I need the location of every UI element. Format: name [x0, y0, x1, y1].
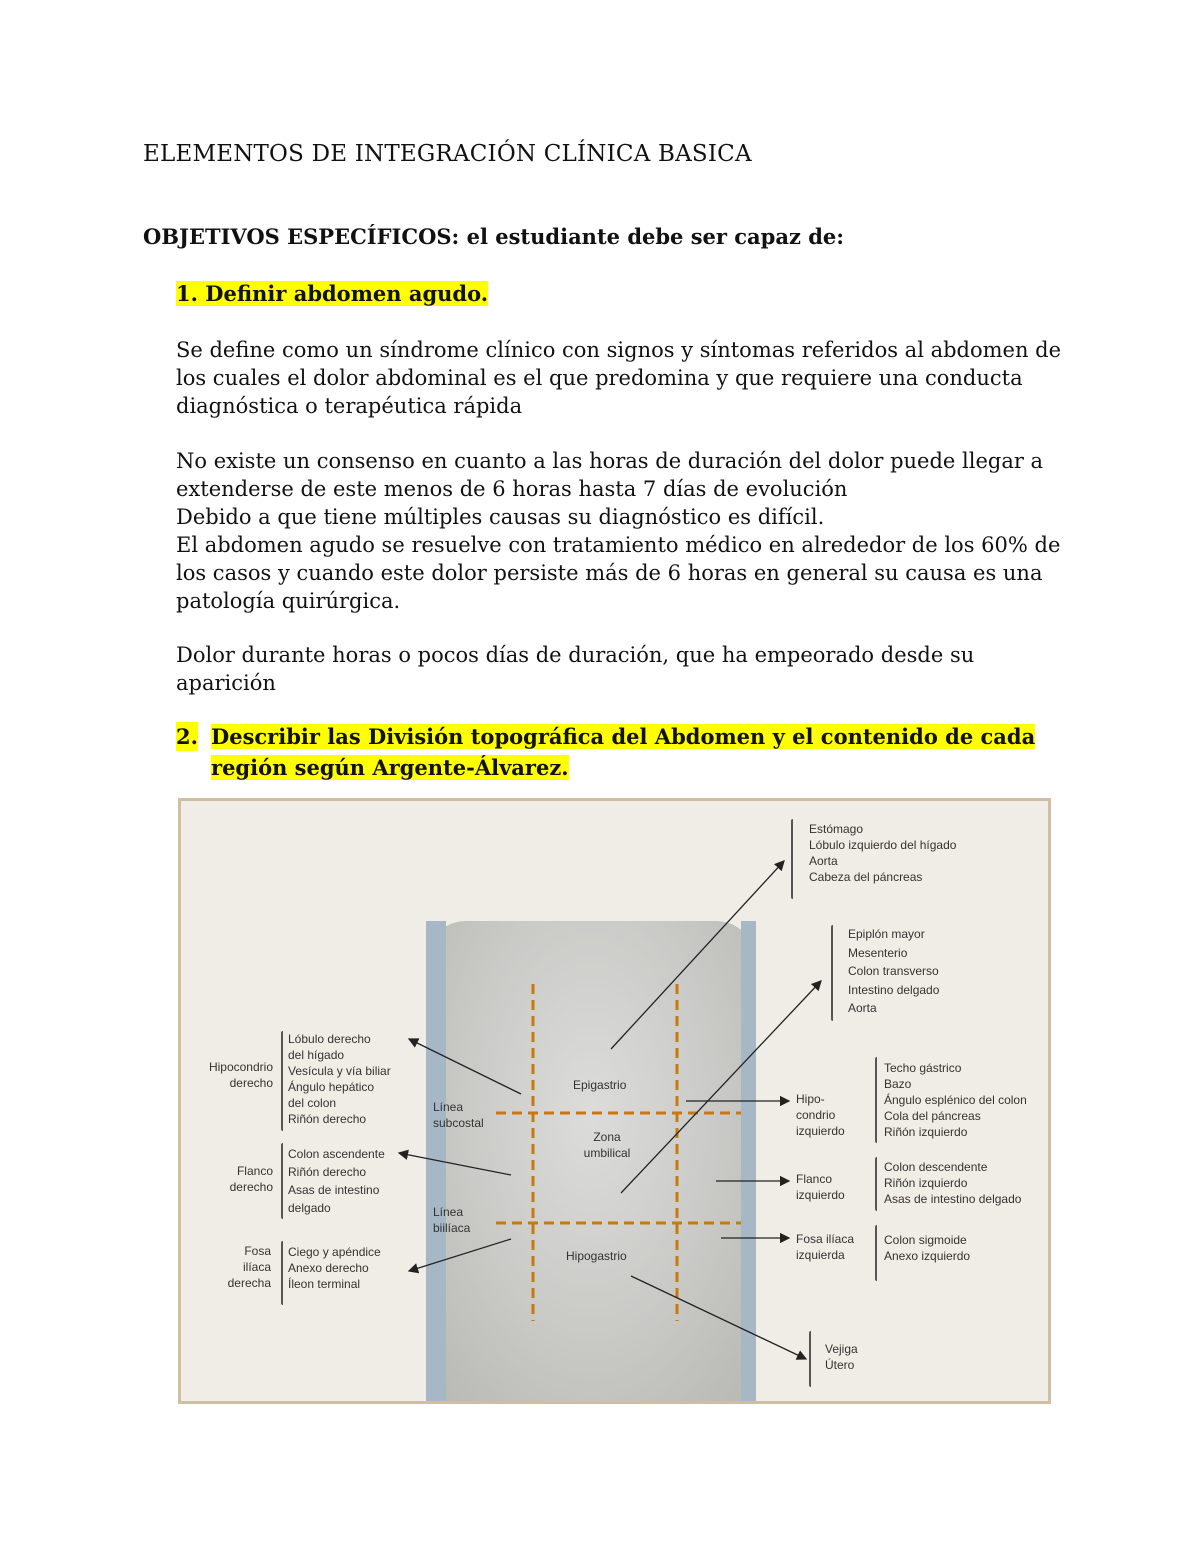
document-title: ELEMENTOS DE INTEGRACIÓN CLÍNICA BASICA: [143, 141, 752, 167]
fosa-iliaca-izquierda-label: Fosa ilíaca izquierda: [796, 1232, 855, 1262]
epigastrio-label: Epigastrio: [573, 1078, 627, 1092]
hipocondrio-derecho-list: [288, 1031, 391, 1127]
diagnosis-line: Debido a que tiene múltiples causas su diagnóstico es difícil.: [176, 505, 825, 529]
list-item: Colon transverso: [848, 964, 939, 978]
list-item: Anexo izquierdo: [884, 1249, 971, 1263]
linea-biliaca-label: Línea biilíaca: [433, 1205, 471, 1235]
item-1-text: Definir abdomen agudo.: [205, 281, 489, 306]
list-item: Ciego y apéndice: [288, 1245, 381, 1259]
fosa-izquierda-list: [884, 1232, 970, 1264]
brace: [875, 1225, 877, 1281]
flanco-derecho-list: [288, 1145, 385, 1217]
brace: [875, 1057, 877, 1143]
hipocondrio-derecho-label: Hipocondrio derecho: [208, 1060, 273, 1090]
list-item: Colon sigmoide: [884, 1233, 967, 1247]
list-item: Cola del páncreas: [884, 1109, 981, 1123]
arrow-hipogastrio: [631, 1276, 806, 1359]
item-2-number: 2.: [176, 724, 198, 749]
umbilical-list: [848, 925, 939, 1018]
arrow-umbilical: [621, 981, 821, 1193]
list-item: Asas de intestino delgado: [884, 1192, 1022, 1206]
list-item: Riñón izquierdo: [884, 1176, 968, 1190]
list-item: Aorta: [809, 854, 838, 868]
brace: [809, 1331, 811, 1387]
brace: [281, 1241, 283, 1305]
list-item: Colon descendente: [884, 1160, 988, 1174]
fosa-iliaca-derecha-label: Fosa ilíaca derecha: [227, 1244, 271, 1290]
duration-line: No existe un consenso en cuanto a las horas de duración del dolor puede llegar a extenderse de este menos de 6 horas hasta 7 días de evolución: [176, 449, 1044, 501]
list-item: Bazo: [884, 1077, 912, 1091]
flanco-izquierdo-list: [884, 1159, 1021, 1207]
treatment-line: El abdomen agudo se resuelve con tratamiento médico en alrededor de los 60% de los casos y cuando este dolor persiste más de 6 horas en general su causa es una patología quirúrgica.: [176, 533, 1061, 613]
flanco-izquierdo-label: Flanco izquierdo: [796, 1172, 845, 1202]
objective-item-1: [176, 281, 488, 306]
arrow-flanco-derecho: [399, 1153, 511, 1175]
brace: [831, 925, 833, 1021]
list-item: delgado: [288, 1201, 331, 1215]
list-item: Ángulo esplénico del colon: [884, 1093, 1027, 1107]
list-item: Ángulo hepático: [288, 1080, 375, 1094]
list-item: Anexo derecho: [288, 1261, 369, 1275]
brace: [875, 1157, 877, 1211]
duration-paragraph: [176, 447, 1076, 615]
list-item: Estómago: [809, 822, 864, 836]
list-item: Intestino delgado: [848, 982, 940, 997]
list-item: Vejiga: [825, 1342, 858, 1356]
brace: [791, 819, 793, 899]
list-item: Cabeza del páncreas: [809, 870, 923, 884]
linea-subcostal-label: Línea subcostal: [433, 1100, 484, 1130]
list-item: Lóbulo derecho: [288, 1032, 371, 1046]
flanco-derecho-label: Flanco derecho: [229, 1164, 273, 1194]
fosa-derecha-list: [288, 1244, 381, 1292]
list-item: Riñón derecho: [288, 1112, 367, 1126]
item-1-number: 1.: [176, 281, 198, 306]
list-item: Colon ascendente: [288, 1147, 385, 1161]
item-2-text: Describir las División topográfica del Abdomen y el contenido de cada región según Argente-Álvarez.: [211, 724, 1036, 780]
brace: [281, 1143, 283, 1219]
list-item: Vesícula y vía biliar: [288, 1064, 391, 1078]
objective-item-2: [176, 722, 1036, 784]
abdomen-topography-figure: [178, 798, 1051, 1404]
pain-paragraph: Dolor durante horas o pocos días de duración, que ha empeorado desde su aparición: [176, 643, 975, 695]
definition-paragraph: Se define como un síndrome clínico con signos y síntomas referidos al abdomen de los cuales el dolor abdominal es el que predomina y que requiere una conducta diagnóstica o terapéutica rápida: [176, 338, 1062, 418]
hipocondrio-izquierdo-label: Hipo- condrio izquierdo: [796, 1092, 845, 1138]
list-item: del colon: [288, 1096, 337, 1110]
list-item: Asas de intestino: [288, 1183, 380, 1197]
list-item: Lóbulo izquierdo del hígado: [809, 838, 957, 852]
objectives-heading: OBJETIVOS ESPECÍFICOS: el estudiante debe ser capaz de:: [143, 224, 844, 249]
list-item: Útero: [825, 1358, 855, 1372]
zona-umbilical-label: Zona umbilical: [583, 1130, 631, 1160]
list-item: Techo gástrico: [884, 1061, 962, 1075]
list-item: Íleon terminal: [288, 1277, 361, 1291]
list-item: Aorta: [848, 1001, 877, 1015]
arrow-epigastrio: [611, 861, 784, 1049]
hipocondrio-izquierdo-list: [884, 1060, 1027, 1140]
brace: [281, 1031, 283, 1131]
list-item: Riñón izquierdo: [884, 1125, 968, 1139]
arrow-hipocondrio-derecho: [409, 1039, 521, 1094]
list-item: Mesenterio: [848, 945, 908, 960]
list-item: Riñón derecho: [288, 1165, 367, 1179]
arrow-fosa-derecha: [409, 1239, 511, 1271]
hipogastrio-label: Hipogastrio: [566, 1249, 627, 1263]
list-item: Epiplón mayor: [848, 927, 925, 941]
hipogastrio-list: [825, 1341, 858, 1373]
epigastrio-list: [809, 821, 956, 885]
list-item: del hígado: [288, 1048, 345, 1062]
